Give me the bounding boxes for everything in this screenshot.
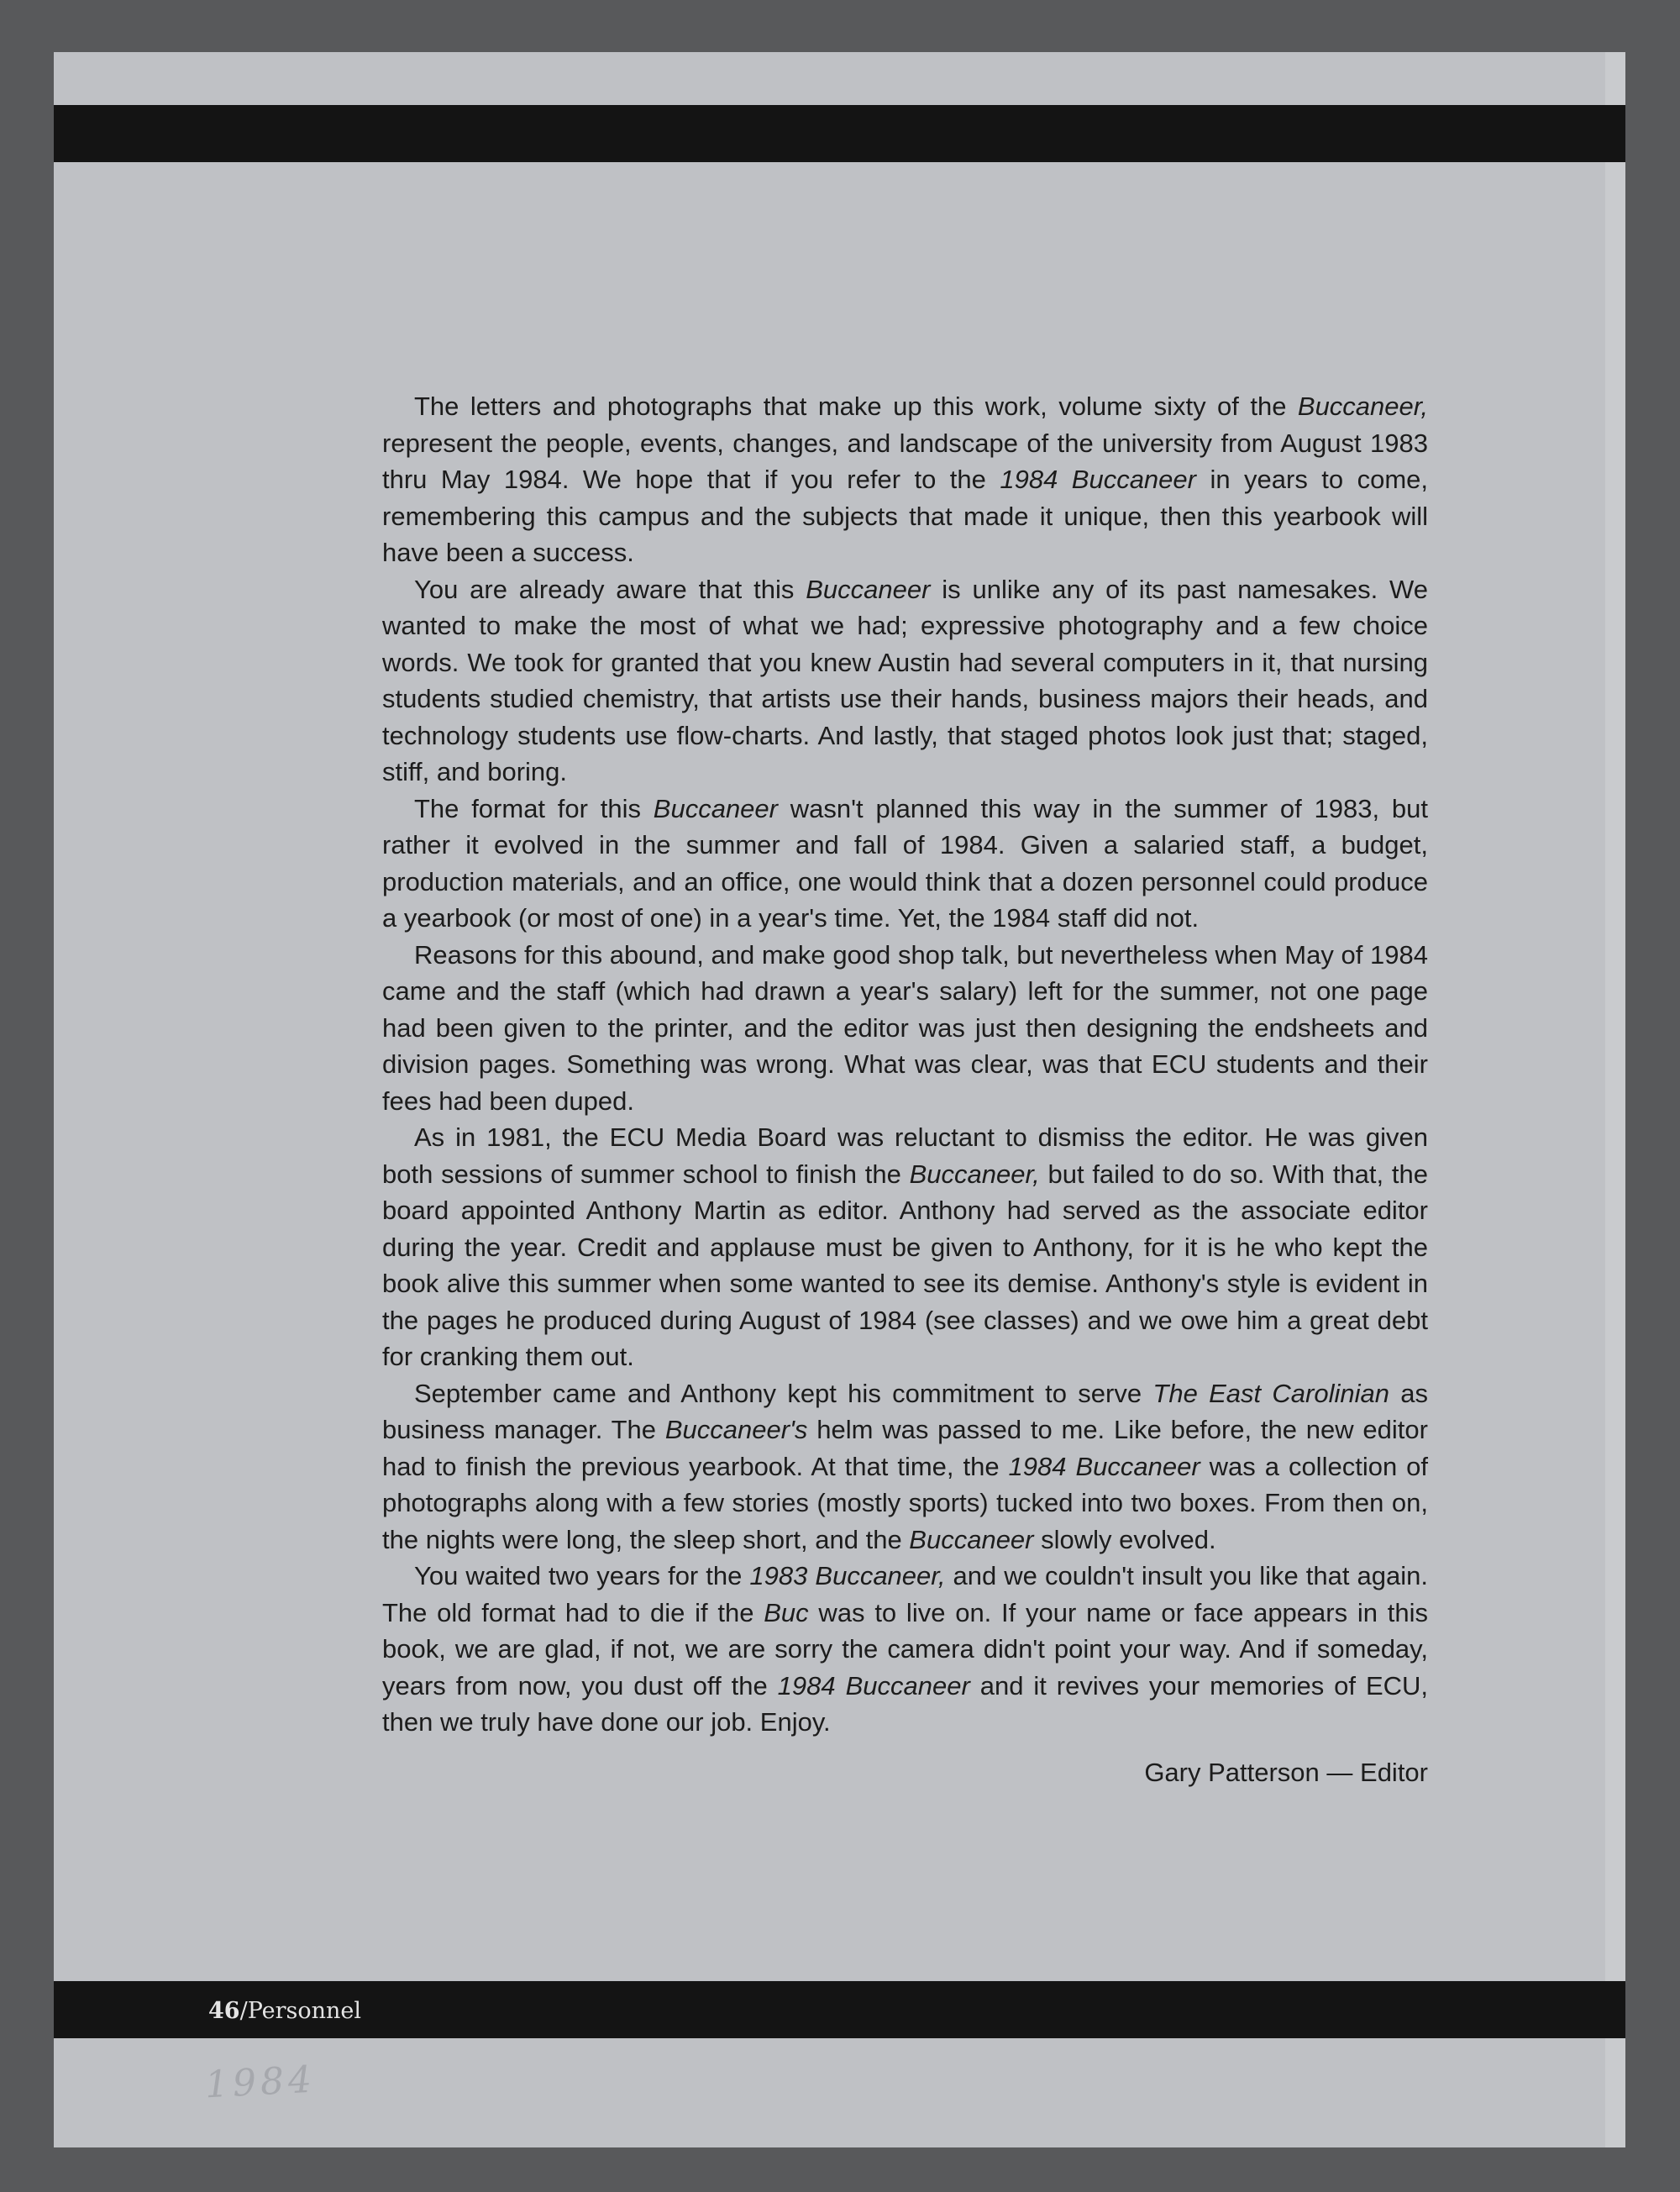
page-folio — [208, 1996, 361, 2030]
body-paragraph — [382, 791, 1428, 937]
italic-title-run: Buc — [764, 1597, 809, 1627]
italic-title-run: Buccaneer — [653, 793, 778, 823]
editor-letter-body — [382, 388, 1428, 1741]
italic-title-run: Buccaneer, — [1297, 392, 1428, 421]
folio-separator: / — [239, 1998, 248, 2024]
text-run: and we couldn't insult you like that again. The old format had to die if the — [382, 1561, 1429, 1627]
italic-title-run: Buccaneer, — [909, 1159, 1040, 1189]
italic-title-run: Buccaneer's — [664, 1415, 808, 1444]
text-run: in years to come, remembering this campus and the subjects that made it unique, then this yearbook will have been a success. — [382, 465, 1429, 567]
text-run: is unlike any of its past namesakes. We wanted to make the most of what we had; expressive photography and a few choice words. We took for granted that you knew Austin had several computers in it, that nursing students studied chemistry, that artists use their hands, business majors their heads, and technology students use flow-charts. And lastly, that staged photos look just that; staged, stiff, and boring. — [382, 574, 1428, 786]
text-run: Reasons for this abound, and make good shop talk, but nevertheless when May of 1984 came and the staff (which had drawn a year's salary) left for the summer, not one page had been given to the printer, and the editor was just then designing the endsheets and division pages. Something was wrong. What was clear, was that ECU students and their fees had been duped. — [382, 939, 1428, 1116]
text-run: The format for this — [414, 793, 654, 823]
page-number: 46 — [208, 1998, 240, 2024]
text-run: The letters and photographs that make up this work, volume sixty of the — [414, 392, 1298, 421]
text-run: September came and Anthony kept his commitment to serve — [414, 1378, 1153, 1408]
italic-title-run: Buccaneer — [806, 574, 931, 604]
text-run: but failed to do so. With that, the board appointed Anthony Martin as editor. Anthony had served as the associate editor during the year. Credit and applause must be given to Anthony, for it is he who kept the book alive this summer when some wanted to see its demise. Anthony's style is evident in the pages he produced during August of 1984 (see classes) and we owe him a great debt for cranking them out. — [382, 1159, 1428, 1371]
italic-title-run: Buccaneer — [909, 1524, 1034, 1554]
italic-title-run: 1984 Buccaneer — [1000, 465, 1196, 494]
editor-signature: Gary Patterson — Editor — [1144, 1758, 1428, 1787]
text-run: as business manager. The — [382, 1378, 1428, 1444]
section-name: Personnel — [247, 1998, 362, 2024]
italic-title-run: 1984 Buccaneer — [777, 1670, 970, 1701]
text-run: As in 1981, the ECU Media Board was reluctant to dismiss the editor. He was given both sessions of summer school to finish the — [382, 1122, 1428, 1189]
body-paragraph — [382, 1375, 1428, 1559]
text-run: represent the people, events, changes, and landscape of the university from August 1983 thru May 1984. We hope that if you refer to the — [382, 428, 1428, 494]
top-black-band — [54, 105, 1625, 162]
page-edge — [1605, 52, 1625, 2147]
text-run: was to live on. If your name or face appears in this book, we are glad, if not, we are sorry the camera didn't point your way. And if someday, years from now, you dust off the — [382, 1597, 1428, 1701]
text-run: helm was passed to me. Like before, the new editor had to finish the previous yearbook. At that time, the — [382, 1415, 1428, 1481]
body-paragraph — [382, 937, 1428, 1120]
body-paragraph — [382, 1558, 1428, 1741]
text-run: slowly evolved. — [1033, 1524, 1216, 1554]
italic-title-run: 1984 Buccaneer — [1008, 1451, 1200, 1481]
italic-title-run: The East Carolinian — [1152, 1378, 1389, 1408]
text-run: wasn't planned this way in the summer of 1983, but rather it evolved in the summer and fall of 1984. Given a salaried staff, a budget, production materials, and an office, one would think that a dozen personnel could produce a yearbook (or most of one) in a year's time. Yet, the 1984 staff did not. — [382, 793, 1428, 933]
body-paragraph — [382, 1119, 1428, 1375]
text-run: You are already aware that this — [414, 574, 806, 604]
italic-title-run: 1983 Buccaneer, — [749, 1561, 946, 1590]
body-paragraph — [382, 388, 1428, 571]
handwritten-year-note: 1984 — [203, 2058, 318, 2107]
body-paragraph — [382, 571, 1428, 791]
text-run: You waited two years for the — [414, 1561, 750, 1590]
text-run: was a collection of photographs along with a few stories (mostly sports) tucked into two boxes. From then on, the nights were long, the sleep short, and the — [382, 1451, 1428, 1554]
text-run: and it revives your memories of ECU, then we truly have done our job. Enjoy. — [382, 1670, 1429, 1737]
